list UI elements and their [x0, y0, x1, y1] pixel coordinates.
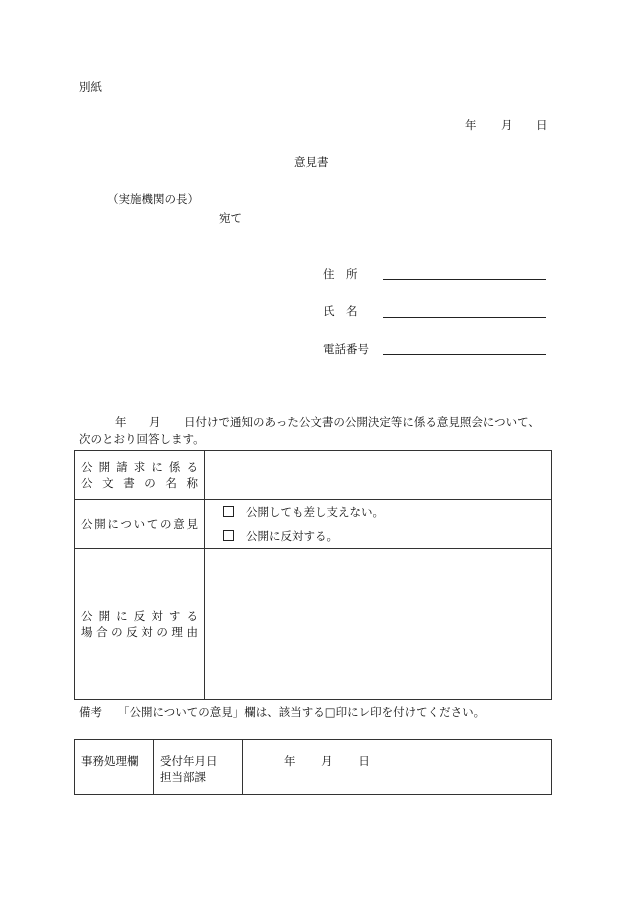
- body-year: 年: [115, 415, 127, 429]
- department-label: 担当部課: [160, 770, 206, 784]
- name-label: 氏 名: [323, 304, 358, 318]
- opinion-label-cell: [75, 500, 205, 549]
- name-field[interactable]: [383, 317, 546, 318]
- reason-value[interactable]: [205, 549, 552, 700]
- note-label: 備考: [79, 705, 102, 719]
- recipient-suffix: 宛て: [219, 211, 242, 225]
- reason-label: 公開に反対する 場合の反対の理由: [75, 549, 205, 700]
- document-name-value[interactable]: [205, 451, 552, 500]
- table-row: [75, 740, 552, 795]
- date-day: 日: [536, 118, 548, 132]
- note-text: 「公開についての意見」欄は、該当する□印にレ印を付けてください。: [118, 705, 486, 719]
- attachment-label: 別紙: [79, 80, 102, 94]
- opinion-table: [74, 450, 552, 700]
- checkbox-icon[interactable]: [223, 530, 234, 541]
- body-line2: 次のとおり回答します。: [79, 432, 205, 446]
- office-sub-labels: [154, 740, 243, 795]
- note: [79, 707, 485, 719]
- body-line1-rest: 日付けで通知のあった公文書の公開決定等に係る意見照会について、: [184, 415, 540, 429]
- body-month: 月: [149, 415, 161, 429]
- date-month: 月: [501, 118, 513, 132]
- receipt-date-label: 受付年月日: [160, 754, 218, 768]
- document-name-label: 公開請求に係る 公文書の名称: [75, 451, 205, 500]
- option-allow[interactable]: 公開しても差し支えない。: [223, 505, 551, 519]
- checkbox-icon[interactable]: [223, 506, 234, 517]
- address-label: 住 所: [323, 267, 358, 281]
- receipt-month: 月: [321, 754, 333, 768]
- date-year: 年: [465, 118, 477, 132]
- opinion-label: 公開についての意見: [81, 517, 198, 531]
- table-row: [75, 451, 552, 500]
- receipt-day: 日: [358, 754, 370, 768]
- receipt-year: 年: [284, 754, 296, 768]
- address-field[interactable]: [383, 279, 546, 280]
- phone-label: 電話番号: [323, 342, 369, 356]
- recipient-name: （実施機関の長）: [107, 192, 199, 206]
- table-row: [75, 549, 552, 700]
- office-label: 事務処理欄: [75, 740, 154, 795]
- table-row: [75, 500, 552, 549]
- option-oppose[interactable]: 公開に反対する。: [223, 529, 551, 543]
- page-title: 意見書: [294, 155, 329, 169]
- receipt-date-value[interactable]: [243, 740, 552, 795]
- phone-field[interactable]: [383, 354, 546, 355]
- opinion-options: [205, 500, 552, 549]
- office-table: [74, 739, 552, 795]
